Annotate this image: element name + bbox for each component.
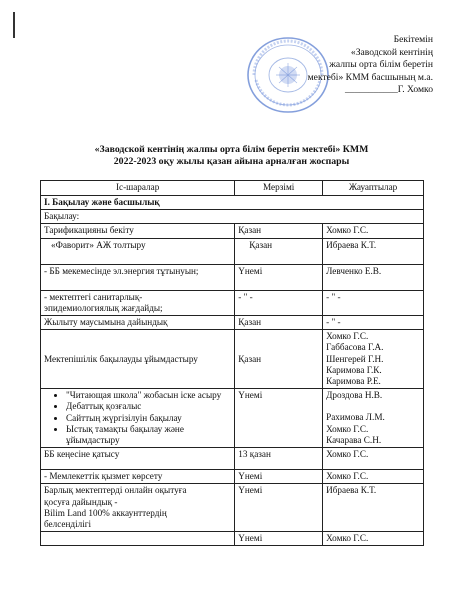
term-cell: Үнемі: [235, 532, 323, 546]
term-text: Қазан: [249, 239, 273, 250]
responsible-name: Хомко Г.С.: [326, 423, 369, 434]
approval-line: «Заводской кентінің: [350, 46, 433, 58]
approval-line: Бекітемін: [393, 34, 433, 45]
term-cell: Қазан: [235, 316, 323, 330]
task-line: - мектептегі санитарлық-: [44, 291, 143, 302]
responsible-name: Каримова Р.Е.: [326, 376, 381, 387]
table-row: [41, 264, 424, 290]
table-row: [41, 532, 424, 546]
task-cell: [41, 389, 235, 448]
pen-mark: [13, 12, 15, 38]
bullet-item: • Ыстық тамақты бақылау және ұйымдастыру: [66, 424, 231, 446]
responsible-name: Качарава С.Н.: [326, 434, 382, 445]
term-cell: Үнемі: [235, 389, 323, 448]
plan-table: [40, 180, 424, 546]
task-line: белсенділігі: [44, 519, 92, 530]
task-cell: Жылыту маусымына дайындық: [41, 316, 235, 330]
task-line: қосуға дайындық -: [44, 496, 118, 507]
responsible-cell: Ибраева К.Т.: [323, 238, 424, 264]
table-row: [41, 484, 424, 532]
term-cell: 13 қазан: [235, 448, 323, 470]
responsible-cell: [323, 389, 424, 448]
approval-line: жалпы орта білім беретін: [329, 59, 433, 70]
header-deadline: Мерзімі: [235, 181, 323, 196]
header-responsible: Жауаптылар: [323, 181, 424, 196]
table-row: [41, 448, 424, 470]
subsection-title: Бақылау:: [41, 210, 424, 224]
responsible-name: Хомко Г.С.: [326, 331, 369, 342]
responsible-name: Шенгерей Г.Н.: [326, 353, 384, 364]
task-line: Bilim Land 100% аккаунттердің: [44, 507, 167, 518]
term-cell: Үнемі: [235, 264, 323, 290]
term-cell: Қазан: [235, 224, 323, 238]
responsible-cell: - " -: [323, 290, 424, 315]
task-text: «Фаворит» АЖ толтыру: [51, 239, 146, 250]
task-cell: Мектепішілік бақылауды ұйымдастыру: [41, 330, 235, 389]
responsible-cell: Хомко Г.С.: [323, 470, 424, 484]
subsection-row: [41, 210, 424, 224]
responsible-cell: - " -: [323, 316, 424, 330]
task-cell: - Мемлекеттік қызмет көрсету: [41, 470, 235, 484]
responsible-cell: [323, 330, 424, 389]
responsible-cell: Левченко Е.В.: [323, 264, 424, 290]
responsible-name: Габбасова Г.А.: [326, 342, 384, 353]
responsible-cell: Хомко Г.С.: [323, 532, 424, 546]
term-cell: - " -: [235, 290, 323, 315]
title-line: «Заводской кентінің жалпы орта білім беретін мектебі» КММ: [94, 144, 369, 155]
term-cell: [235, 238, 323, 264]
responsible-cell: Хомко Г.С.: [323, 224, 424, 238]
task-cell: [41, 238, 235, 264]
responsible-cell: Хомко Г.С.: [323, 448, 424, 470]
task-cell: - ББ мекемесінде эл.энергия тұтынуын;: [41, 264, 235, 290]
table-row: [41, 389, 424, 448]
responsible-gap: [326, 401, 420, 412]
document-title: [0, 144, 463, 168]
term-cell: Үнемі: [235, 484, 323, 532]
approval-block: [233, 34, 433, 97]
task-cell: [41, 532, 235, 546]
bullet-list: [44, 390, 231, 446]
bullet-item: • Дебаттық қозғалыс: [66, 401, 231, 412]
task-cell: [41, 290, 235, 315]
table-row: [41, 224, 424, 238]
term-cell: Үнемі: [235, 470, 323, 484]
task-cell: [41, 484, 235, 532]
responsible-name: Рахимова Л.М.: [326, 412, 385, 423]
responsible-cell: Ибраева К.Т.: [323, 484, 424, 532]
task-cell: ББ кеңесіне қатысу: [41, 448, 235, 470]
table-row: [41, 316, 424, 330]
approval-signature-line: ___________Г. Хомко: [344, 84, 433, 95]
header-activities: Іс-шаралар: [41, 181, 235, 196]
table-row: [41, 238, 424, 264]
bullet-item: • "Читающая школа" жобасын іске асыру: [66, 390, 231, 401]
bullet-item: • Сайттың жүргізілуін бақылау: [66, 413, 231, 424]
task-line: эпидемиологиялық жағдайды;: [44, 302, 163, 313]
section-row: [41, 196, 424, 210]
table-header-row: [41, 181, 424, 196]
task-line: Барлық мектептерді онлайн оқытуға: [44, 485, 187, 496]
task-cell: Тарификацияны бекіту: [41, 224, 235, 238]
term-cell: Қазан: [235, 330, 323, 389]
table-row: [41, 330, 424, 389]
section-title: I. Бақылау және басшылық: [41, 196, 424, 210]
responsible-name: Дроздова Н.В.: [326, 390, 383, 401]
approval-line: мектебі» КММ басшының м.а.: [307, 71, 433, 83]
responsible-name: Каримова Г.К.: [326, 364, 382, 375]
title-line: 2022-2023 оқу жылы қазан айына арналған жоспары: [113, 156, 350, 167]
table-row: [41, 290, 424, 315]
table-row: [41, 470, 424, 484]
